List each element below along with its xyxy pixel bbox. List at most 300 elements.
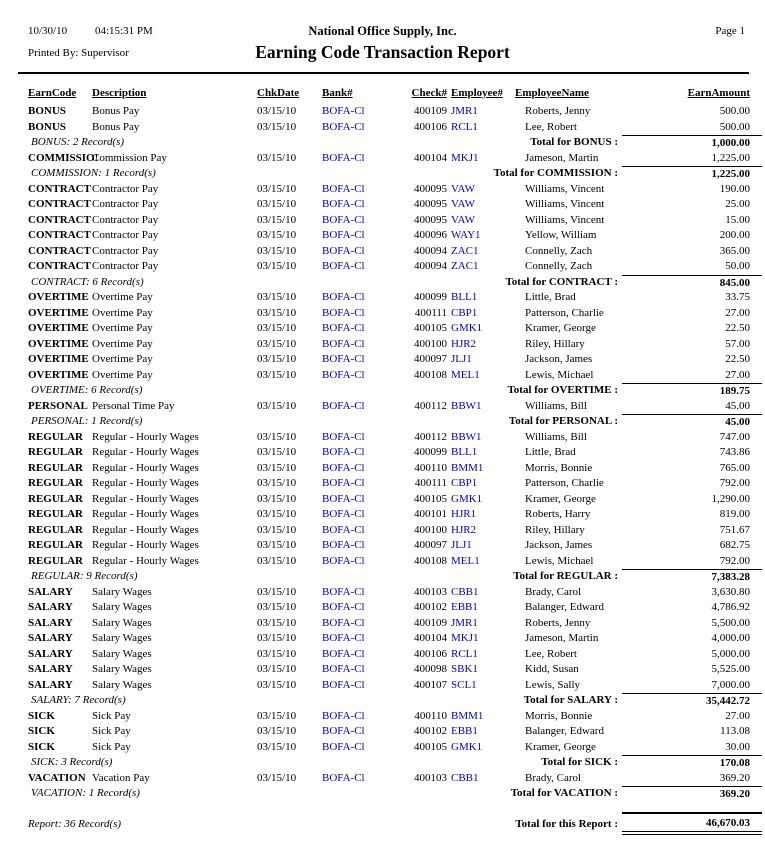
cell-check-number: 400096	[414, 229, 447, 241]
cell-chkdate: 03/15/10	[257, 322, 297, 334]
cell-bank-link[interactable]: BOFA-Cl	[322, 663, 365, 675]
group-record-count: PERSONAL: 1 Record(s)	[31, 415, 143, 427]
cell-description: Regular - Hourly Wages	[92, 508, 199, 520]
cell-earncode: OVERTIME	[28, 337, 89, 350]
cell-employee-name: Morris, Bonnie	[525, 709, 593, 722]
group-record-count: SALARY: 7 Record(s)	[31, 694, 126, 706]
cell-employee-name: Little, Brad	[525, 291, 576, 303]
cell-description: Salary Wages	[92, 678, 152, 691]
cell-employee-name: Kramer, George	[525, 740, 596, 753]
cell-earn-amount: 4,000.00	[711, 632, 750, 644]
cell-bank-link[interactable]: BOFA-Cl	[322, 182, 365, 195]
cell-chkdate: 03/15/10	[257, 632, 297, 644]
transaction-row	[0, 771, 765, 787]
group-record-count: BONUS: 2 Record(s)	[31, 136, 125, 148]
cell-employee-name: Connelly, Zach	[525, 244, 593, 257]
cell-employee-name: Brady, Carol	[525, 771, 582, 784]
transaction-row	[0, 306, 765, 322]
cell-description: Overtime Pay	[92, 337, 153, 350]
cell-earn-amount: 200.00	[719, 229, 750, 241]
cell-bank-link[interactable]: BOFA-Cl	[322, 725, 365, 737]
cell-bank-link[interactable]: BOFA-Cl	[322, 554, 365, 567]
transaction-row	[0, 616, 765, 632]
cell-description: Commission Pay	[92, 151, 167, 164]
cell-employee-link[interactable]: GMK1	[451, 492, 483, 505]
cell-check-number: 400094	[414, 244, 447, 257]
cell-chkdate: 03/15/10	[257, 105, 297, 117]
cell-employee-name: Williams, Vincent	[525, 198, 605, 210]
cell-earncode: REGULAR	[28, 492, 84, 505]
cell-employee-link[interactable]: MKJ1	[451, 632, 479, 644]
transaction-row	[0, 709, 765, 725]
report-record-count: Report: 36 Record(s)	[28, 817, 122, 830]
cell-bank-link[interactable]: BOFA-Cl	[322, 678, 365, 691]
transaction-row	[0, 182, 765, 198]
cell-earn-amount: 743.86	[719, 446, 750, 458]
cell-check-number: 400094	[414, 260, 447, 272]
cell-employee-link[interactable]: VAW	[451, 213, 475, 226]
cell-employee-link[interactable]: GMK1	[451, 740, 483, 753]
cell-bank-link[interactable]: BOFA-Cl	[322, 213, 365, 226]
report-total-row	[0, 812, 765, 838]
cell-bank-link[interactable]: BOFA-Cl	[322, 229, 365, 241]
cell-earn-amount: 819.00	[719, 508, 750, 520]
cell-description: Sick Pay	[92, 709, 131, 722]
cell-bank-link[interactable]: BOFA-Cl	[322, 291, 365, 303]
cell-bank-link[interactable]: BOFA-Cl	[322, 244, 365, 257]
cell-earncode: REGULAR	[28, 461, 84, 474]
cell-earn-amount: 765.00	[719, 461, 750, 474]
cell-earncode: SALARY	[28, 601, 73, 613]
cell-description: Regular - Hourly Wages	[92, 430, 199, 443]
cell-check-number: 400100	[414, 337, 447, 350]
transaction-row	[0, 538, 765, 554]
cell-earn-amount: 27.00	[725, 306, 750, 319]
cell-employee-link[interactable]: RCL1	[451, 647, 478, 660]
cell-employee-link[interactable]: EBB1	[451, 601, 478, 613]
cell-earncode: SICK	[28, 725, 55, 737]
transaction-row	[0, 213, 765, 229]
column-header-employee-name: EmployeeName	[515, 87, 589, 99]
cell-bank-link[interactable]: BOFA-Cl	[322, 322, 365, 334]
cell-employee-link[interactable]: BBW1	[451, 430, 482, 443]
cell-employee-link[interactable]: JLJ1	[451, 353, 472, 365]
group-record-count: SICK: 3 Record(s)	[31, 756, 113, 768]
cell-earncode: OVERTIME	[28, 306, 89, 319]
cell-chkdate: 03/15/10	[257, 430, 297, 443]
transaction-row	[0, 244, 765, 260]
cell-bank-link[interactable]: BOFA-Cl	[322, 399, 365, 412]
cell-check-number: 400106	[414, 120, 447, 133]
cell-employee-name: Yellow, William	[525, 229, 597, 241]
cell-check-number: 400105	[414, 740, 447, 753]
cell-employee-name: Jackson, James	[525, 539, 593, 551]
cell-check-number: 400112	[414, 399, 447, 412]
group-total-row	[0, 755, 765, 771]
cell-chkdate: 03/15/10	[257, 678, 297, 691]
group-total-label: Total for SALARY :	[523, 694, 618, 706]
transaction-row	[0, 352, 765, 368]
cell-earncode: REGULAR	[28, 539, 84, 551]
report-total-label: Total for this Report :	[515, 817, 618, 830]
cell-chkdate: 03/15/10	[257, 725, 297, 737]
cell-bank-link[interactable]: BOFA-Cl	[322, 337, 365, 350]
cell-bank-link[interactable]: BOFA-Cl	[322, 477, 365, 489]
cell-earncode: SICK	[28, 740, 55, 753]
transaction-row	[0, 104, 765, 120]
transaction-row	[0, 631, 765, 647]
cell-employee-link[interactable]: HJR1	[451, 508, 477, 520]
cell-employee-link[interactable]: BBW1	[451, 399, 482, 412]
group-total-amount: 45.00	[622, 414, 762, 429]
cell-description: Contractor Pay	[92, 213, 159, 226]
column-header-earnamount: EarnAmount	[687, 87, 750, 99]
column-header-check: Check#	[411, 87, 447, 99]
cell-bank-link[interactable]: BOFA-Cl	[322, 260, 365, 272]
cell-description: Contractor Pay	[92, 244, 159, 257]
cell-earn-amount: 25.00	[725, 198, 750, 210]
cell-earn-amount: 33.75	[725, 291, 750, 303]
report-body	[0, 104, 765, 838]
group-total-label: Total for REGULAR :	[513, 570, 618, 582]
cell-employee-name: Roberts, Jenny	[525, 616, 591, 629]
cell-bank-link[interactable]: BOFA-Cl	[322, 461, 365, 474]
cell-earn-amount: 22.50	[725, 353, 750, 365]
cell-earncode: OVERTIME	[28, 353, 89, 365]
transaction-row	[0, 585, 765, 601]
cell-chkdate: 03/15/10	[257, 663, 297, 675]
cell-bank-link[interactable]: BOFA-Cl	[322, 632, 365, 644]
cell-employee-link[interactable]: HJR2	[451, 337, 477, 350]
cell-chkdate: 03/15/10	[257, 616, 297, 629]
cell-employee-name: Riley, Hillary	[525, 337, 585, 350]
group-total-label: Total for PERSONAL :	[508, 415, 618, 427]
cell-chkdate: 03/15/10	[257, 492, 297, 505]
transaction-row	[0, 662, 765, 678]
group-record-count: OVERTIME: 6 Record(s)	[31, 384, 143, 396]
cell-chkdate: 03/15/10	[257, 647, 297, 660]
transaction-row	[0, 197, 765, 213]
group-total-amount: 845.00	[622, 275, 762, 290]
transaction-row	[0, 321, 765, 337]
cell-bank-link[interactable]: BOFA-Cl	[322, 740, 365, 753]
cell-bank-link[interactable]: BOFA-Cl	[322, 368, 365, 381]
cell-earncode: SALARY	[28, 647, 73, 660]
cell-employee-name: Patterson, Charlie	[525, 306, 604, 319]
report-time: 04:15:31 PM	[95, 25, 153, 37]
cell-chkdate: 03/15/10	[257, 182, 297, 195]
cell-earncode: SICK	[28, 709, 55, 722]
cell-earncode: BONUS	[28, 120, 66, 133]
cell-employee-link[interactable]: MEL1	[451, 554, 480, 567]
transaction-row	[0, 399, 765, 415]
cell-employee-link[interactable]: WAY1	[451, 229, 481, 241]
cell-employee-name: Morris, Bonnie	[525, 461, 593, 474]
cell-description: Overtime Pay	[92, 306, 153, 319]
cell-earncode: BONUS	[28, 105, 66, 117]
cell-check-number: 400108	[414, 368, 447, 381]
cell-bank-link[interactable]: BOFA-Cl	[322, 523, 365, 536]
cell-chkdate: 03/15/10	[257, 523, 297, 536]
cell-employee-link[interactable]: MEL1	[451, 368, 480, 381]
cell-employee-link[interactable]: CBB1	[451, 585, 479, 598]
cell-description: Bonus Pay	[92, 120, 140, 133]
cell-bank-link[interactable]: BOFA-Cl	[322, 151, 365, 164]
cell-description: Salary Wages	[92, 601, 152, 613]
group-total-label: Total for BONUS :	[530, 136, 618, 148]
cell-chkdate: 03/15/10	[257, 508, 297, 520]
cell-employee-name: Jameson, Martin	[525, 632, 599, 644]
cell-earn-amount: 1,290.00	[711, 492, 750, 505]
cell-bank-link[interactable]: BOFA-Cl	[322, 601, 365, 613]
cell-earn-amount: 57.00	[725, 337, 750, 350]
cell-earncode: CONTRACT	[28, 198, 91, 210]
transaction-row	[0, 647, 765, 663]
cell-employee-link[interactable]: GMK1	[451, 322, 483, 334]
cell-description: Salary Wages	[92, 663, 152, 675]
cell-earn-amount: 190.00	[719, 182, 750, 195]
report-total-amount: 46,670.03	[622, 812, 762, 835]
transaction-row	[0, 228, 765, 244]
group-total-amount: 189.75	[622, 383, 762, 398]
cell-employee-name: Williams, Vincent	[525, 213, 605, 226]
cell-check-number: 400111	[414, 306, 447, 319]
cell-bank-link[interactable]: BOFA-Cl	[322, 492, 365, 505]
cell-check-number: 400100	[414, 523, 447, 536]
cell-description: Regular - Hourly Wages	[92, 523, 199, 536]
cell-description: Contractor Pay	[92, 229, 159, 241]
cell-bank-link[interactable]: BOFA-Cl	[322, 616, 365, 629]
cell-chkdate: 03/15/10	[257, 771, 297, 784]
cell-employee-name: Balanger, Edward	[525, 601, 604, 613]
cell-earn-amount: 45.00	[725, 399, 750, 412]
cell-chkdate: 03/15/10	[257, 291, 297, 303]
cell-check-number: 400095	[414, 198, 447, 210]
header-rule	[18, 72, 749, 74]
cell-earn-amount: 27.00	[725, 709, 750, 722]
cell-chkdate: 03/15/10	[257, 740, 297, 753]
cell-earncode: SALARY	[28, 678, 73, 691]
transaction-row	[0, 678, 765, 694]
cell-employee-name: Kidd, Susan	[525, 663, 579, 675]
cell-earn-amount: 747.00	[719, 430, 750, 443]
group-record-count: VACATION: 1 Record(s)	[31, 787, 140, 799]
group-total-row	[0, 693, 765, 709]
cell-bank-link[interactable]: BOFA-Cl	[322, 585, 365, 598]
cell-chkdate: 03/15/10	[257, 244, 297, 257]
cell-earn-amount: 500.00	[719, 105, 750, 117]
cell-earn-amount: 15.00	[725, 213, 750, 226]
transaction-row	[0, 492, 765, 508]
cell-employee-link[interactable]: EBB1	[451, 725, 478, 737]
cell-employee-name: Kramer, George	[525, 492, 596, 505]
cell-employee-link[interactable]: SCL1	[451, 678, 477, 691]
footer-spacer	[0, 802, 765, 812]
cell-description: Salary Wages	[92, 632, 152, 644]
cell-bank-link[interactable]: BOFA-Cl	[322, 353, 365, 365]
cell-earncode: CONTRACT	[28, 260, 91, 272]
group-total-row	[0, 569, 765, 585]
cell-employee-link[interactable]: CBP1	[451, 477, 478, 489]
cell-description: Overtime Pay	[92, 291, 153, 303]
cell-earncode: CONTRACT	[28, 244, 91, 257]
cell-employee-link[interactable]: VAW	[451, 182, 475, 195]
cell-employee-link[interactable]: ZAC1	[451, 260, 479, 272]
transaction-row	[0, 476, 765, 492]
cell-earncode: OVERTIME	[28, 368, 89, 381]
cell-earn-amount: 792.00	[719, 554, 750, 567]
cell-description: Regular - Hourly Wages	[92, 446, 199, 458]
cell-employee-link[interactable]: JLJ1	[451, 539, 472, 551]
cell-check-number: 400106	[414, 647, 447, 660]
cell-check-number: 400097	[414, 353, 447, 365]
cell-earn-amount: 4,786.92	[711, 601, 750, 613]
cell-employee-link[interactable]: SBK1	[451, 663, 478, 675]
column-header-chkdate: ChkDate	[257, 87, 300, 99]
column-header-description: Description	[92, 87, 147, 99]
group-total-label: Total for CONTRACT :	[505, 275, 618, 288]
group-record-count: COMMISSION: 1 Record(s)	[31, 167, 156, 179]
cell-employee-link[interactable]: RCL1	[451, 120, 478, 133]
cell-description: Salary Wages	[92, 647, 152, 660]
cell-check-number: 400103	[414, 585, 447, 598]
cell-employee-link[interactable]: JMR1	[451, 616, 478, 629]
page-number: Page 1	[715, 25, 745, 37]
cell-check-number: 400101	[414, 508, 447, 520]
group-total-amount: 1,000.00	[622, 135, 762, 150]
cell-bank-link[interactable]: BOFA-Cl	[322, 198, 365, 210]
cell-earn-amount: 22.50	[725, 322, 750, 334]
cell-description: Overtime Pay	[92, 368, 153, 381]
cell-earncode: CONTRACT	[28, 229, 91, 241]
cell-bank-link[interactable]: BOFA-Cl	[322, 430, 365, 443]
cell-description: Overtime Pay	[92, 353, 153, 365]
group-total-amount: 7,383.28	[622, 569, 762, 584]
cell-employee-link[interactable]: BLL1	[451, 446, 478, 458]
cell-employee-link[interactable]: CBB1	[451, 771, 479, 784]
cell-employee-name: Balanger, Edward	[525, 725, 604, 737]
cell-check-number: 400095	[414, 213, 447, 226]
cell-employee-name: Little, Brad	[525, 446, 576, 458]
transaction-row	[0, 151, 765, 167]
transaction-row	[0, 259, 765, 275]
cell-employee-name: Brady, Carol	[525, 585, 582, 598]
cell-employee-link[interactable]: BLL1	[451, 291, 478, 303]
cell-employee-link[interactable]: JMR1	[451, 105, 478, 117]
cell-employee-link[interactable]: BMM1	[451, 709, 484, 722]
cell-description: Personal Time Pay	[92, 399, 175, 412]
cell-chkdate: 03/15/10	[257, 260, 297, 272]
group-total-label: Total for VACATION :	[510, 787, 618, 799]
cell-earn-amount: 5,525.00	[711, 663, 750, 675]
cell-check-number: 400109	[414, 616, 447, 629]
cell-check-number: 400105	[414, 492, 447, 505]
cell-description: Regular - Hourly Wages	[92, 492, 199, 505]
transaction-row	[0, 554, 765, 570]
cell-check-number: 400104	[414, 632, 447, 644]
cell-employee-link[interactable]: BMM1	[451, 461, 484, 474]
company-name: National Office Supply, Inc.	[308, 24, 457, 38]
cell-description: Salary Wages	[92, 616, 152, 629]
group-total-row	[0, 383, 765, 399]
cell-earncode: COMMISSIO!	[28, 151, 99, 164]
cell-employee-name: Williams, Vincent	[525, 182, 605, 195]
cell-employee-link[interactable]: HJR2	[451, 523, 477, 536]
cell-bank-link[interactable]: BOFA-Cl	[322, 306, 365, 319]
cell-bank-link[interactable]: BOFA-Cl	[322, 771, 365, 784]
cell-employee-link[interactable]: CBP1	[451, 306, 478, 319]
cell-bank-link[interactable]: BOFA-Cl	[322, 508, 365, 520]
cell-description: Regular - Hourly Wages	[92, 461, 199, 474]
column-header-earncode: EarnCode	[28, 87, 77, 99]
cell-bank-link[interactable]: BOFA-Cl	[322, 709, 365, 722]
cell-chkdate: 03/15/10	[257, 229, 297, 241]
cell-earncode: REGULAR	[28, 523, 84, 536]
cell-employee-link[interactable]: ZAC1	[451, 244, 479, 257]
cell-check-number: 400102	[414, 601, 447, 613]
cell-employee-name: Jameson, Martin	[525, 151, 599, 164]
cell-employee-name: Lewis, Michael	[525, 554, 594, 567]
cell-employee-name: Roberts, Harry	[525, 508, 591, 520]
cell-chkdate: 03/15/10	[257, 461, 297, 474]
transaction-row	[0, 290, 765, 306]
cell-employee-link[interactable]: MKJ1	[451, 151, 479, 164]
cell-bank-link[interactable]: BOFA-Cl	[322, 539, 365, 551]
cell-description: Bonus Pay	[92, 105, 140, 117]
cell-employee-name: Roberts, Jenny	[525, 105, 591, 117]
cell-bank-link[interactable]: BOFA-Cl	[322, 105, 365, 117]
cell-earncode: REGULAR	[28, 446, 84, 458]
cell-chkdate: 03/15/10	[257, 585, 297, 598]
cell-bank-link[interactable]: BOFA-Cl	[322, 647, 365, 660]
cell-check-number: 400097	[414, 539, 447, 551]
cell-check-number: 400107	[414, 678, 447, 691]
cell-description: Contractor Pay	[92, 182, 159, 195]
cell-check-number: 400102	[414, 725, 447, 737]
group-total-row	[0, 166, 765, 182]
cell-chkdate: 03/15/10	[257, 213, 297, 226]
group-record-count: CONTRACT: 6 Record(s)	[31, 275, 144, 288]
group-total-amount: 1,225.00	[622, 166, 762, 181]
group-total-label: Total for COMMISSION :	[493, 167, 618, 179]
transaction-row	[0, 337, 765, 353]
cell-earncode: SALARY	[28, 616, 73, 629]
group-total-amount: 35,442.72	[622, 693, 762, 708]
cell-earncode: OVERTIME	[28, 291, 89, 303]
cell-chkdate: 03/15/10	[257, 337, 297, 350]
cell-earncode: SALARY	[28, 663, 73, 675]
cell-check-number: 400112	[414, 430, 447, 443]
cell-bank-link[interactable]: BOFA-Cl	[322, 446, 365, 458]
cell-check-number: 400095	[414, 182, 447, 195]
cell-earncode: REGULAR	[28, 554, 84, 567]
cell-check-number: 400110	[414, 709, 447, 722]
column-header-row	[0, 87, 765, 103]
cell-chkdate: 03/15/10	[257, 306, 297, 319]
cell-description: Regular - Hourly Wages	[92, 554, 199, 567]
cell-employee-link[interactable]: VAW	[451, 198, 475, 210]
cell-chkdate: 03/15/10	[257, 539, 297, 551]
cell-earncode: PERSONAL	[28, 399, 88, 412]
group-total-amount: 170.08	[622, 755, 762, 770]
cell-check-number: 400108	[414, 554, 447, 567]
cell-earn-amount: 7,000.00	[711, 678, 750, 691]
cell-description: Overtime Pay	[92, 322, 153, 334]
group-record-count: REGULAR: 9 Record(s)	[31, 570, 138, 582]
cell-employee-name: Riley, Hillary	[525, 523, 585, 536]
cell-earn-amount: 50.00	[725, 260, 750, 272]
cell-bank-link[interactable]: BOFA-Cl	[322, 120, 365, 133]
